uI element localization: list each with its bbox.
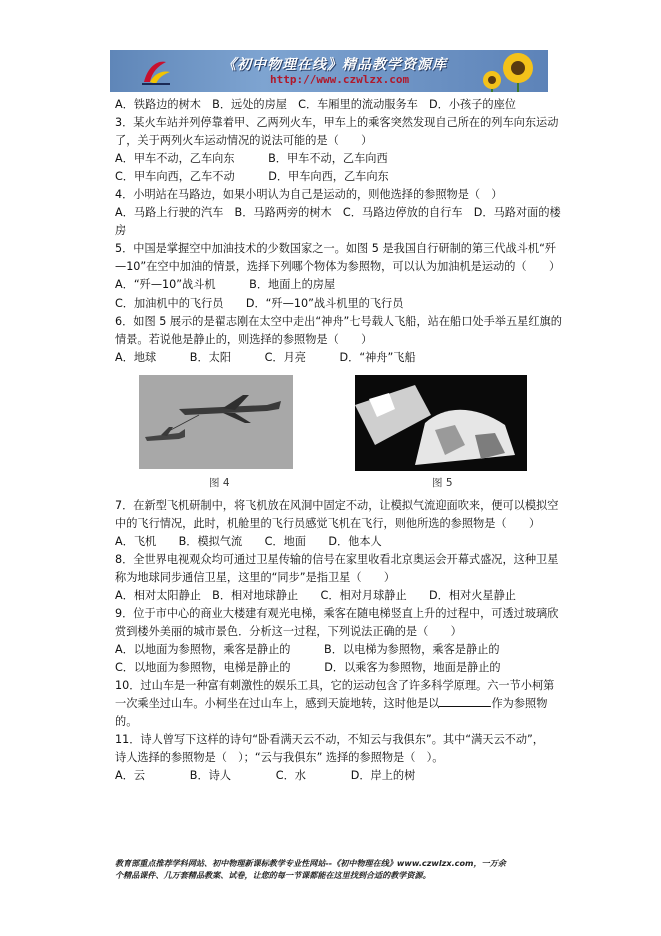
text-line: 了，关于两列火车运动情况的说法可能的是（ ） (115, 134, 373, 148)
site-logo-icon (140, 56, 172, 86)
text-line: C．甲车向西，乙车不动 D．甲车向西，乙车向东 (115, 170, 389, 184)
sunflower-decoration-icon (478, 50, 544, 92)
text-line: 赏到楼外美丽的城市景色．分析这一过程，下列说法正确的是（ ） (115, 625, 462, 639)
figures-row (115, 375, 555, 491)
question-block-q11-options (115, 767, 555, 785)
header-title: 《初中物理在线》精品教学资源库 (222, 57, 447, 73)
question-block-q3-options (115, 150, 555, 186)
question-block-q7-options (115, 533, 555, 551)
text-line: C．以地面为参照物，电梯是静止的 D．以乘客为参照物，地面是静止的 (115, 661, 501, 675)
question-block-q6 (115, 313, 562, 349)
figure-4-aircraft-image (139, 375, 293, 469)
question-block-q7 (115, 497, 559, 533)
text-line: 5．中国是掌握空中加油技术的少数国家之一。如图 5 是我国自行研制的第三代战斗机“歼 (115, 242, 557, 256)
text-line: A．甲车不动，乙车向东 B．甲车不动，乙车向西 (115, 152, 388, 166)
question-block-q8 (115, 551, 559, 587)
answer-blank[interactable] (439, 696, 491, 707)
figure-5-spacewalk-image (355, 375, 527, 471)
text-line: 3．某火车站并列停靠着甲、乙两列火车，甲车上的乘客突然发现自己所在的列车向东运动 (115, 116, 559, 130)
footer-line: 个精品课件、几万套精品教案、试卷，让您的每一节课都能在这里找到合适的教学资源。 (115, 870, 431, 880)
text-line: 房 (115, 224, 127, 238)
figure-4-caption: 图 4 (209, 476, 230, 489)
figure-5-caption: 图 5 (432, 476, 453, 489)
text-line: —10”在空中加油的情景，选择下列哪个物体为参照物，可以认为加油机是运动的（ ） (115, 260, 561, 274)
question-block-q3 (115, 114, 559, 150)
text-line: 称为地球同步通信卫星，这里的“同步”是指卫星（ ） (115, 570, 396, 584)
question-block-q4 (115, 186, 555, 204)
text-line: A．“歼—10”战斗机 B．地面上的房屋 (115, 278, 336, 292)
question-block-q4-options (115, 204, 561, 240)
text-line-with-blank (115, 695, 555, 713)
text-line: 9．位于市中心的商业大楼建有观光电梯，乘客在随电梯竖直上升的过程中，可透过玻璃欣 (115, 606, 559, 620)
text-line: 的。 (115, 715, 138, 729)
text-line: 6．如图 5 展示的是翟志刚在太空中走出“神舟”七号载人飞船，站在船口处手举五星红旗的 (115, 314, 562, 328)
text-line: A．以地面为参照物，乘客是静止的 B．以电梯为参照物，乘客是静止的 (115, 643, 500, 657)
question-block-q2-options (115, 96, 555, 114)
text-line: 中的飞行情况，此时，机舱里的飞行员感觉飞机在飞行，则他所选的参照物是（ ） (115, 516, 541, 530)
question-content (115, 96, 562, 785)
header-banner (110, 50, 548, 92)
text-line: 诗人选择的参照物是（ ）；“云与我俱东” 选择的参照物是（ ）。 (115, 751, 444, 765)
text-line: 4．小明站在马路边，如果小明认为自己是运动的，则他选择的参照物是（ ） (115, 188, 503, 202)
question-block-q9-options (115, 641, 555, 677)
text-line: A．马路上行驶的汽车 B．马路两旁的树木 C．马路边停放的自行车 D．马路对面的楼 (115, 206, 561, 220)
text-line: 10．过山车是一种富有刺激性的娱乐工具，它的运动包含了许多科学原理。六一节小柯第 (115, 679, 555, 693)
question-block-q9 (115, 605, 559, 641)
header-url[interactable]: http://www.czwlzx.com (270, 73, 410, 86)
text-line: 情景。若说他是静止的，则选择的参照物是（ ） (115, 332, 373, 346)
question-block-q6-options (115, 349, 555, 367)
question-block-q5-options (115, 276, 555, 312)
question-block-q8-options (115, 587, 555, 605)
text-line: A．铁路边的树木 B．远处的房屋 C．车厢里的流动服务车 D．小孩子的座位 (115, 98, 516, 111)
text-line: C．加油机中的飞行员 D．“歼—10”战斗机里的飞行员 (115, 296, 404, 310)
text-line: A．飞机 B．模拟气流 C．地面 D．他本人 (115, 534, 382, 548)
text-line: A．地球 B．太阳 C．月亮 D．“神舟”飞船 (115, 350, 416, 364)
text-segment: 作为参照物 (491, 697, 548, 711)
text-line: 7．在新型飞机研制中，将飞机放在风洞中固定不动，让模拟气流迎面吹来，便可以模拟空 (115, 498, 559, 512)
footer-line: 教育部重点推荐学科网站、初中物理新课标教学专业性网站--《初中物理在线》www.czwlzx.com，一万余 (115, 858, 506, 868)
question-block-q5 (115, 240, 561, 276)
question-block-q11 (115, 731, 555, 767)
text-line: A．云 B．诗人 C．水 D．岸上的树 (115, 769, 416, 783)
question-block-q10 (115, 677, 555, 731)
text-line: A．相对太阳静止 B．相对地球静止 C．相对月球静止 D．相对火星静止 (115, 588, 516, 602)
page-footer (115, 857, 555, 881)
text-line: 11．诗人曾写下这样的诗句“卧看满天云不动，不知云与我俱东”。其中“满天云不动”， (115, 733, 544, 747)
text-line: 8．全世界电视观众均可通过卫星传输的信号在家里收看北京奥运会开幕式盛况，这种卫星 (115, 552, 559, 566)
text-segment: 一次乘坐过山车。小柯坐在过山车上，感到天旋地转，这时他是以 (115, 697, 440, 711)
